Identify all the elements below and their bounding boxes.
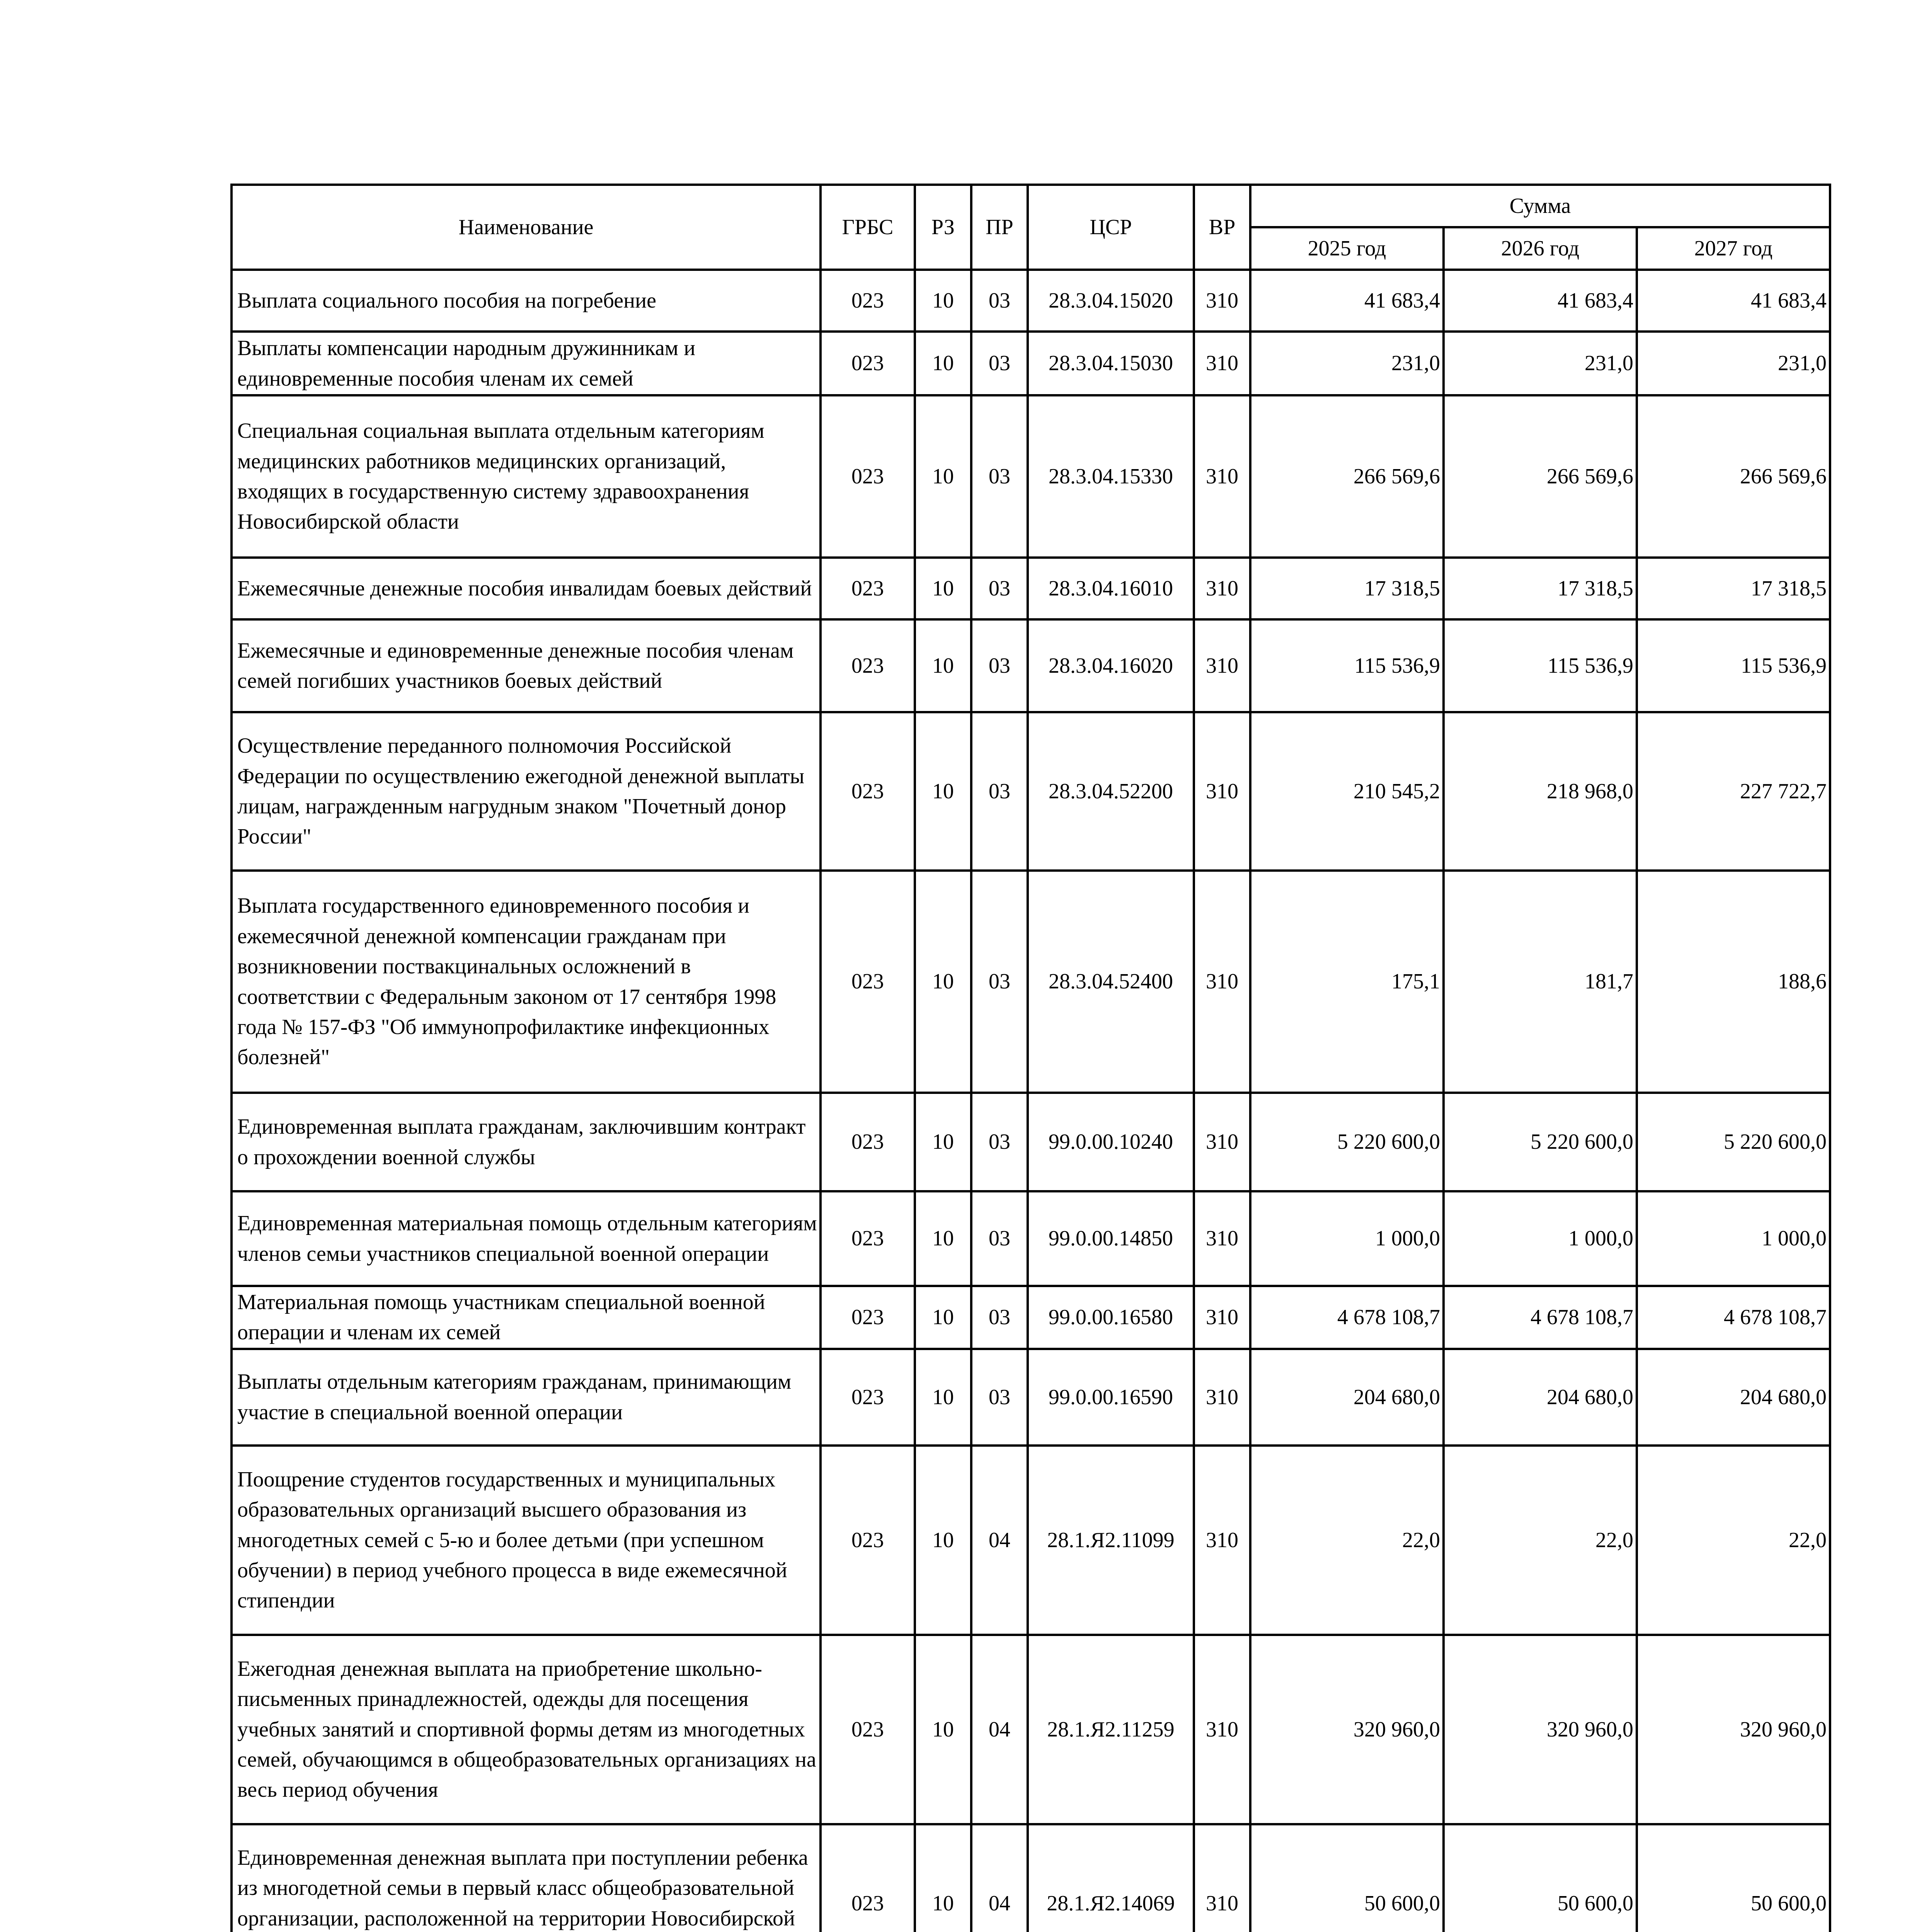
cell-sum-2026: 204 680,0 — [1444, 1349, 1637, 1446]
cell-sum-2026: 218 968,0 — [1444, 712, 1637, 871]
cell-pr: 03 — [971, 1093, 1028, 1191]
cell-pr: 03 — [971, 270, 1028, 332]
cell-pr: 03 — [971, 332, 1028, 395]
table-row — [232, 619, 1830, 712]
cell-sum-2025: 17 318,5 — [1250, 558, 1444, 619]
cell-sum-2026: 17 318,5 — [1444, 558, 1637, 619]
cell-csr: 28.1.Я2.11259 — [1028, 1635, 1194, 1824]
cell-sum-2026: 115 536,9 — [1444, 619, 1637, 712]
cell-sum-2025: 22,0 — [1250, 1446, 1444, 1635]
cell-vr: 310 — [1194, 1191, 1250, 1286]
header-grbs: ГРБС — [821, 185, 915, 270]
budget-table — [230, 184, 1831, 1932]
cell-vr: 310 — [1194, 1093, 1250, 1191]
cell-sum-2027: 188,6 — [1637, 871, 1830, 1093]
cell-grbs: 023 — [821, 395, 915, 558]
cell-sum-2025: 204 680,0 — [1250, 1349, 1444, 1446]
cell-grbs: 023 — [821, 1349, 915, 1446]
cell-csr: 99.0.00.14850 — [1028, 1191, 1194, 1286]
cell-name: Единовременная выплата гражданам, заключившим контракт о прохождении военной службы — [232, 1093, 821, 1191]
cell-csr: 99.0.00.10240 — [1028, 1093, 1194, 1191]
cell-sum-2027: 5 220 600,0 — [1637, 1093, 1830, 1191]
cell-name: Осуществление переданного полномочия Российской Федерации по осуществлению ежегодной денежной выплаты лицам, награжденным нагрудным знаком "Почетный донор России" — [232, 712, 821, 871]
cell-sum-2026: 181,7 — [1444, 871, 1637, 1093]
cell-vr: 310 — [1194, 332, 1250, 395]
cell-vr: 310 — [1194, 395, 1250, 558]
cell-grbs: 023 — [821, 1635, 915, 1824]
cell-sum-2027: 204 680,0 — [1637, 1349, 1830, 1446]
table-row — [232, 871, 1830, 1093]
header-year-2025: 2025 год — [1250, 227, 1444, 270]
cell-vr: 310 — [1194, 1446, 1250, 1635]
cell-vr: 310 — [1194, 1635, 1250, 1824]
table-row — [232, 1349, 1830, 1446]
cell-grbs: 023 — [821, 332, 915, 395]
cell-csr: 28.3.04.16020 — [1028, 619, 1194, 712]
cell-sum-2025: 50 600,0 — [1250, 1824, 1444, 1932]
table-row — [232, 1824, 1830, 1932]
table-row — [232, 1191, 1830, 1286]
cell-pr: 03 — [971, 1191, 1028, 1286]
cell-csr: 99.0.00.16580 — [1028, 1286, 1194, 1349]
cell-sum-2027: 4 678 108,7 — [1637, 1286, 1830, 1349]
cell-vr: 310 — [1194, 712, 1250, 871]
cell-pr: 03 — [971, 558, 1028, 619]
cell-rz: 10 — [915, 395, 971, 558]
cell-name: Выплаты компенсации народным дружинникам и единовременные пособия членам их семей — [232, 332, 821, 395]
cell-sum-2026: 231,0 — [1444, 332, 1637, 395]
cell-pr: 03 — [971, 619, 1028, 712]
cell-grbs: 023 — [821, 619, 915, 712]
cell-sum-2025: 266 569,6 — [1250, 395, 1444, 558]
cell-pr: 03 — [971, 395, 1028, 558]
cell-rz: 10 — [915, 619, 971, 712]
cell-rz: 10 — [915, 1349, 971, 1446]
cell-name: Ежегодная денежная выплата на приобретение школьно-письменных принадлежностей, одежды для посещения учебных занятий и спортивной формы детям из многодетных семей, обучающимся в общеобразовательных организациях на весь период обучения — [232, 1635, 821, 1824]
cell-grbs: 023 — [821, 1824, 915, 1932]
cell-sum-2026: 266 569,6 — [1444, 395, 1637, 558]
cell-csr: 28.3.04.15020 — [1028, 270, 1194, 332]
cell-vr: 310 — [1194, 1349, 1250, 1446]
cell-rz: 10 — [915, 1286, 971, 1349]
cell-sum-2026: 4 678 108,7 — [1444, 1286, 1637, 1349]
cell-grbs: 023 — [821, 1093, 915, 1191]
cell-sum-2027: 22,0 — [1637, 1446, 1830, 1635]
cell-rz: 10 — [915, 1824, 971, 1932]
cell-rz: 10 — [915, 332, 971, 395]
cell-pr: 03 — [971, 871, 1028, 1093]
cell-name: Ежемесячные денежные пособия инвалидам боевых действий — [232, 558, 821, 619]
cell-pr: 03 — [971, 1349, 1028, 1446]
cell-name: Поощрение студентов государственных и муниципальных образовательных организаций высшего образования из многодетных семей с 5-ю и более детьми (при успешном обучении) в период учебного процесса в виде ежемесячной стипендии — [232, 1446, 821, 1635]
cell-sum-2025: 320 960,0 — [1250, 1635, 1444, 1824]
cell-sum-2025: 210 545,2 — [1250, 712, 1444, 871]
cell-sum-2025: 175,1 — [1250, 871, 1444, 1093]
table-row — [232, 395, 1830, 558]
cell-csr: 28.3.04.15030 — [1028, 332, 1194, 395]
table-row — [232, 558, 1830, 619]
cell-grbs: 023 — [821, 1286, 915, 1349]
cell-rz: 10 — [915, 1635, 971, 1824]
cell-csr: 28.1.Я2.11099 — [1028, 1446, 1194, 1635]
header-pr: ПР — [971, 185, 1028, 270]
cell-pr: 04 — [971, 1635, 1028, 1824]
table-body — [232, 270, 1830, 1932]
cell-csr: 28.3.04.15330 — [1028, 395, 1194, 558]
cell-name: Ежемесячные и единовременные денежные пособия членам семей погибших участников боевых действий — [232, 619, 821, 712]
cell-sum-2027: 320 960,0 — [1637, 1635, 1830, 1824]
header-csr: ЦСР — [1028, 185, 1194, 270]
table-row — [232, 270, 1830, 332]
cell-sum-2026: 50 600,0 — [1444, 1824, 1637, 1932]
cell-pr: 04 — [971, 1824, 1028, 1932]
cell-grbs: 023 — [821, 1446, 915, 1635]
cell-grbs: 023 — [821, 270, 915, 332]
cell-sum-2025: 5 220 600,0 — [1250, 1093, 1444, 1191]
cell-rz: 10 — [915, 558, 971, 619]
table-row — [232, 1635, 1830, 1824]
cell-vr: 310 — [1194, 1286, 1250, 1349]
cell-rz: 10 — [915, 270, 971, 332]
cell-sum-2027: 266 569,6 — [1637, 395, 1830, 558]
cell-sum-2027: 1 000,0 — [1637, 1191, 1830, 1286]
cell-sum-2026: 320 960,0 — [1444, 1635, 1637, 1824]
cell-sum-2027: 115 536,9 — [1637, 619, 1830, 712]
cell-rz: 10 — [915, 1191, 971, 1286]
cell-name: Специальная социальная выплата отдельным категориям медицинских работников медицинских организаций, входящих в государственную систему здравоохранения Новосибирской области — [232, 395, 821, 558]
cell-rz: 10 — [915, 871, 971, 1093]
cell-csr: 99.0.00.16590 — [1028, 1349, 1194, 1446]
cell-name: Выплата государственного единовременного пособия и ежемесячной денежной компенсации гражданам при возникновении поствакцинальных осложнений в соответствии с Федеральным законом от 17 сентября 1998 года № 157-ФЗ "Об иммунопрофилактике инфекционных болезней" — [232, 871, 821, 1093]
table-header — [232, 185, 1830, 270]
table-row — [232, 332, 1830, 395]
cell-rz: 10 — [915, 712, 971, 871]
cell-sum-2025: 231,0 — [1250, 332, 1444, 395]
cell-vr: 310 — [1194, 1824, 1250, 1932]
cell-grbs: 023 — [821, 558, 915, 619]
table-row — [232, 712, 1830, 871]
cell-grbs: 023 — [821, 871, 915, 1093]
cell-sum-2027: 17 318,5 — [1637, 558, 1830, 619]
header-vr: ВР — [1194, 185, 1250, 270]
cell-csr: 28.3.04.52200 — [1028, 712, 1194, 871]
cell-pr: 03 — [971, 1286, 1028, 1349]
table-row — [232, 1446, 1830, 1635]
table-row — [232, 1093, 1830, 1191]
cell-name: Единовременная денежная выплата при поступлении ребенка из многодетной семьи в первый класс общеобразовательной организации, расположенной на территории Новосибирской — [232, 1824, 821, 1932]
header-name: Наименование — [232, 185, 821, 270]
cell-csr: 28.3.04.52400 — [1028, 871, 1194, 1093]
cell-rz: 10 — [915, 1093, 971, 1191]
cell-pr: 03 — [971, 712, 1028, 871]
cell-pr: 04 — [971, 1446, 1028, 1635]
cell-vr: 310 — [1194, 558, 1250, 619]
cell-sum-2027: 227 722,7 — [1637, 712, 1830, 871]
cell-csr: 28.3.04.16010 — [1028, 558, 1194, 619]
cell-name: Единовременная материальная помощь отдельным категориям членов семьи участников специальной военной операции — [232, 1191, 821, 1286]
cell-sum-2025: 115 536,9 — [1250, 619, 1444, 712]
cell-name: Выплаты отдельным категориям гражданам, принимающим участие в специальной военной операции — [232, 1349, 821, 1446]
cell-sum-2025: 41 683,4 — [1250, 270, 1444, 332]
cell-sum-2025: 1 000,0 — [1250, 1191, 1444, 1286]
cell-sum-2027: 231,0 — [1637, 332, 1830, 395]
header-rz: РЗ — [915, 185, 971, 270]
cell-sum-2027: 50 600,0 — [1637, 1824, 1830, 1932]
header-year-2027: 2027 год — [1637, 227, 1830, 270]
cell-sum-2026: 1 000,0 — [1444, 1191, 1637, 1286]
cell-sum-2025: 4 678 108,7 — [1250, 1286, 1444, 1349]
cell-rz: 10 — [915, 1446, 971, 1635]
table-row — [232, 1286, 1830, 1349]
cell-grbs: 023 — [821, 1191, 915, 1286]
cell-sum-2026: 41 683,4 — [1444, 270, 1637, 332]
cell-name: Выплата социального пособия на погребение — [232, 270, 821, 332]
cell-sum-2027: 41 683,4 — [1637, 270, 1830, 332]
cell-sum-2026: 22,0 — [1444, 1446, 1637, 1635]
cell-name: Материальная помощь участникам специальной военной операции и членам их семей — [232, 1286, 821, 1349]
cell-vr: 310 — [1194, 270, 1250, 332]
cell-sum-2026: 5 220 600,0 — [1444, 1093, 1637, 1191]
cell-csr: 28.1.Я2.14069 — [1028, 1824, 1194, 1932]
cell-vr: 310 — [1194, 619, 1250, 712]
header-sum: Сумма — [1250, 185, 1830, 227]
cell-vr: 310 — [1194, 871, 1250, 1093]
cell-grbs: 023 — [821, 712, 915, 871]
header-year-2026: 2026 год — [1444, 227, 1637, 270]
